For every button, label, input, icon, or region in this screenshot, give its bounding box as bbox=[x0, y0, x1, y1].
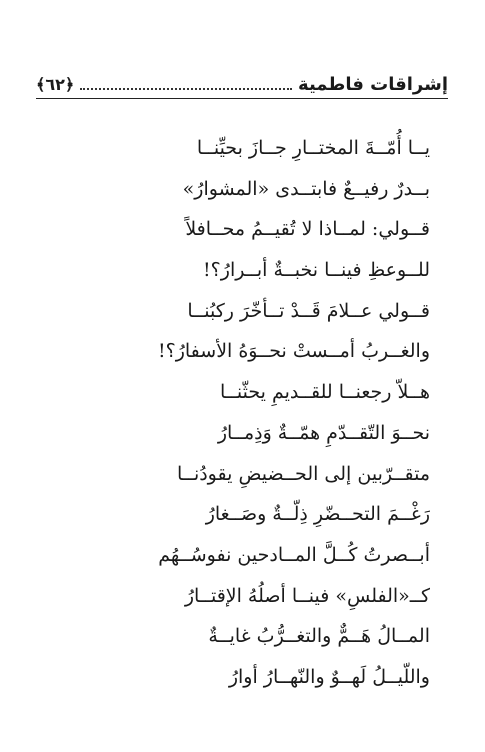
header-rule bbox=[36, 98, 448, 99]
verse-line: رَغْــمَ التحــضّرِ ذِلّــةٌ وصَــغارُ bbox=[205, 503, 430, 526]
header-dotted-leader bbox=[80, 88, 292, 90]
verse-line: متقــرّبين إلى الحــضيضِ يقودُنــا bbox=[177, 462, 430, 485]
book-title: إشراقات فاطمية bbox=[298, 74, 448, 95]
verse-line: المــالُ هَــمٌّ والتغــرُّبُ غايــةٌ bbox=[208, 625, 430, 648]
verse-line: واللّيــلُ لَهــوٌ والنّهــارُ أوارُ bbox=[228, 665, 430, 688]
verse-line: نحــوَ التّقــدّمِ همّــةٌ وَذِمــارُ bbox=[217, 421, 430, 444]
poem-verses bbox=[30, 128, 430, 698]
verse-line: يــا أُمّــةَ المختــارِ جــازَ بحيِّنــا bbox=[196, 137, 430, 159]
verse-line: بــدرٌ رفيــعٌ فابتــدى «المشوارُ» bbox=[182, 177, 430, 200]
verse-line: هــلاّ رجعنــا للقــديمِ يحثّنــا bbox=[219, 381, 430, 404]
verse-line: قــولي عــلامَ قَــدْ تــأخّرَ ركبُنــا bbox=[187, 299, 430, 322]
verse-line: كــ«الفلسِ» فينــا أصلُهُ الإقتــارُ bbox=[184, 584, 430, 607]
verse-line: للــوعظِ فينــا نخبــةٌ أبــرارُ؟! bbox=[203, 259, 430, 282]
running-header bbox=[36, 62, 448, 96]
verse-line: والغــربُ أمــستْ نحــوَهُ الأسفارُ؟! bbox=[157, 340, 430, 363]
verse-line: قــولي: لمــاذا لا تُقيــمُ محــافلاً bbox=[185, 218, 430, 241]
verse-line: أبــصرتُ كُــلَّ المــادحين نفوسُــهُم bbox=[158, 543, 430, 566]
page-number: ﴿٦٢﴾ bbox=[36, 75, 75, 94]
